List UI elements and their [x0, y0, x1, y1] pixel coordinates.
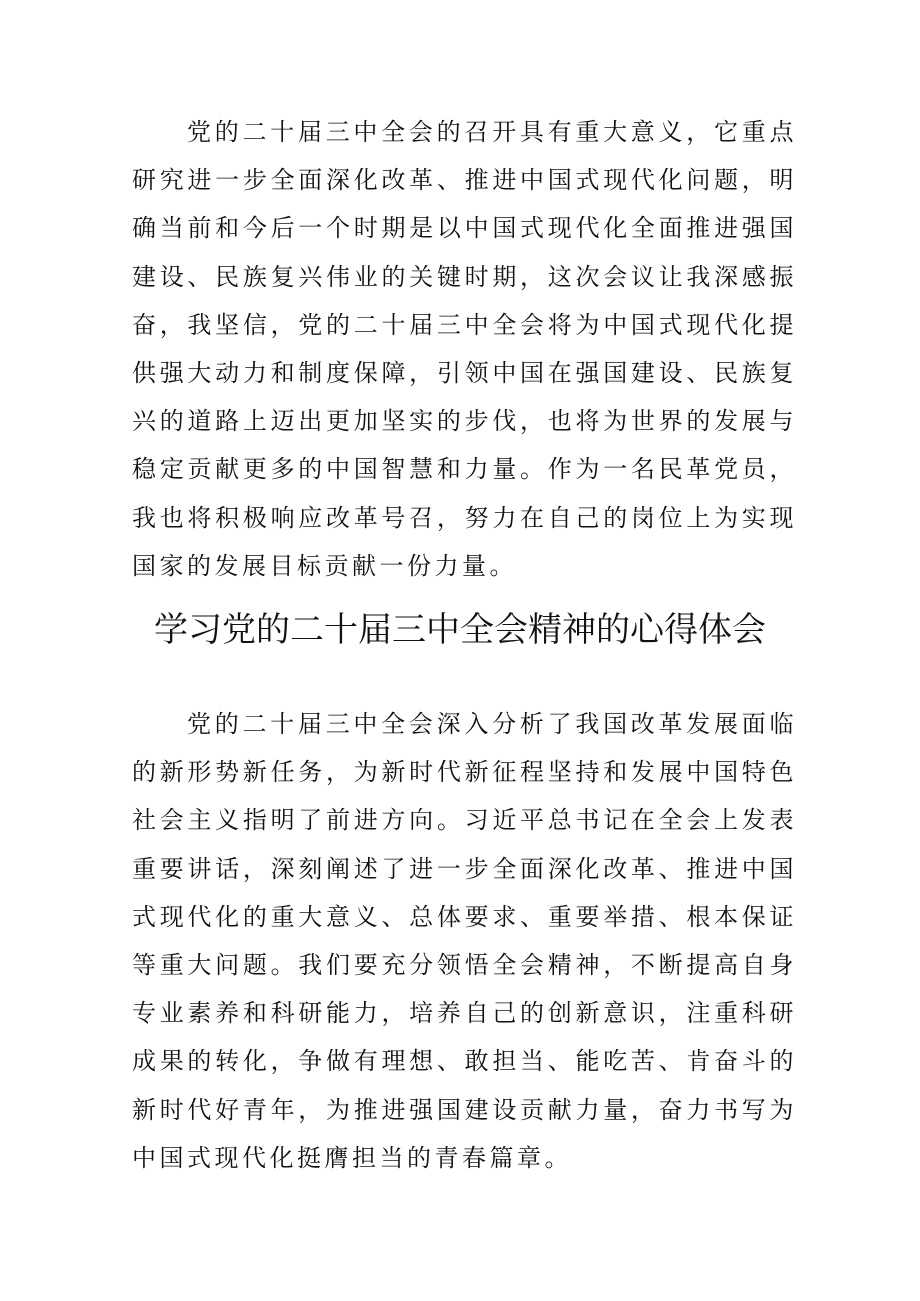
body-paragraph-2: 党的二十届三中全会深入分析了我国改革发展面临的新形势新任务，为新时代新征程坚持和发展中国特色社会主义指明了前进方向。习近平总书记在全会上发表重要讲话，深刻阐述了进一步全面深化改革、推进中国式现代化的重大意义、总体要求、重要举措、根本保证等重大问题。我们要充分领悟全会精神，不断提高自身专业素养和科研能力，培养自己的创新意识，注重科研成果的转化，争做有理想、敢担当、能吃苦、肯奋斗的新时代好青年，为推进强国建设贡献力量，奋力书写为中国式现代化挺膺担当的青春篇章。	[132, 710, 797, 1172]
body-paragraph-1: 党的二十届三中全会的召开具有重大意义，它重点研究进一步全面深化改革、推进中国式现代化问题，明确当前和今后一个时期是以中国式现代化全面推进强国建设、民族复兴伟业的关键时期，这次会议让我深感振奋，我坚信，党的二十届三中全会将为中国式现代化提供强大动力和制度保障，引领中国在强国建设、民族复兴的道路上迈出更加坚实的步伐，也将为世界的发展与稳定贡献更多的中国智慧和力量。作为一名民革党员，我也将积极响应改革号召，努力在自己的岗位上为实现国家的发展目标贡献一份力量。	[132, 118, 797, 580]
section-heading: 学习党的二十届三中全会精神的心得体会	[154, 610, 766, 650]
